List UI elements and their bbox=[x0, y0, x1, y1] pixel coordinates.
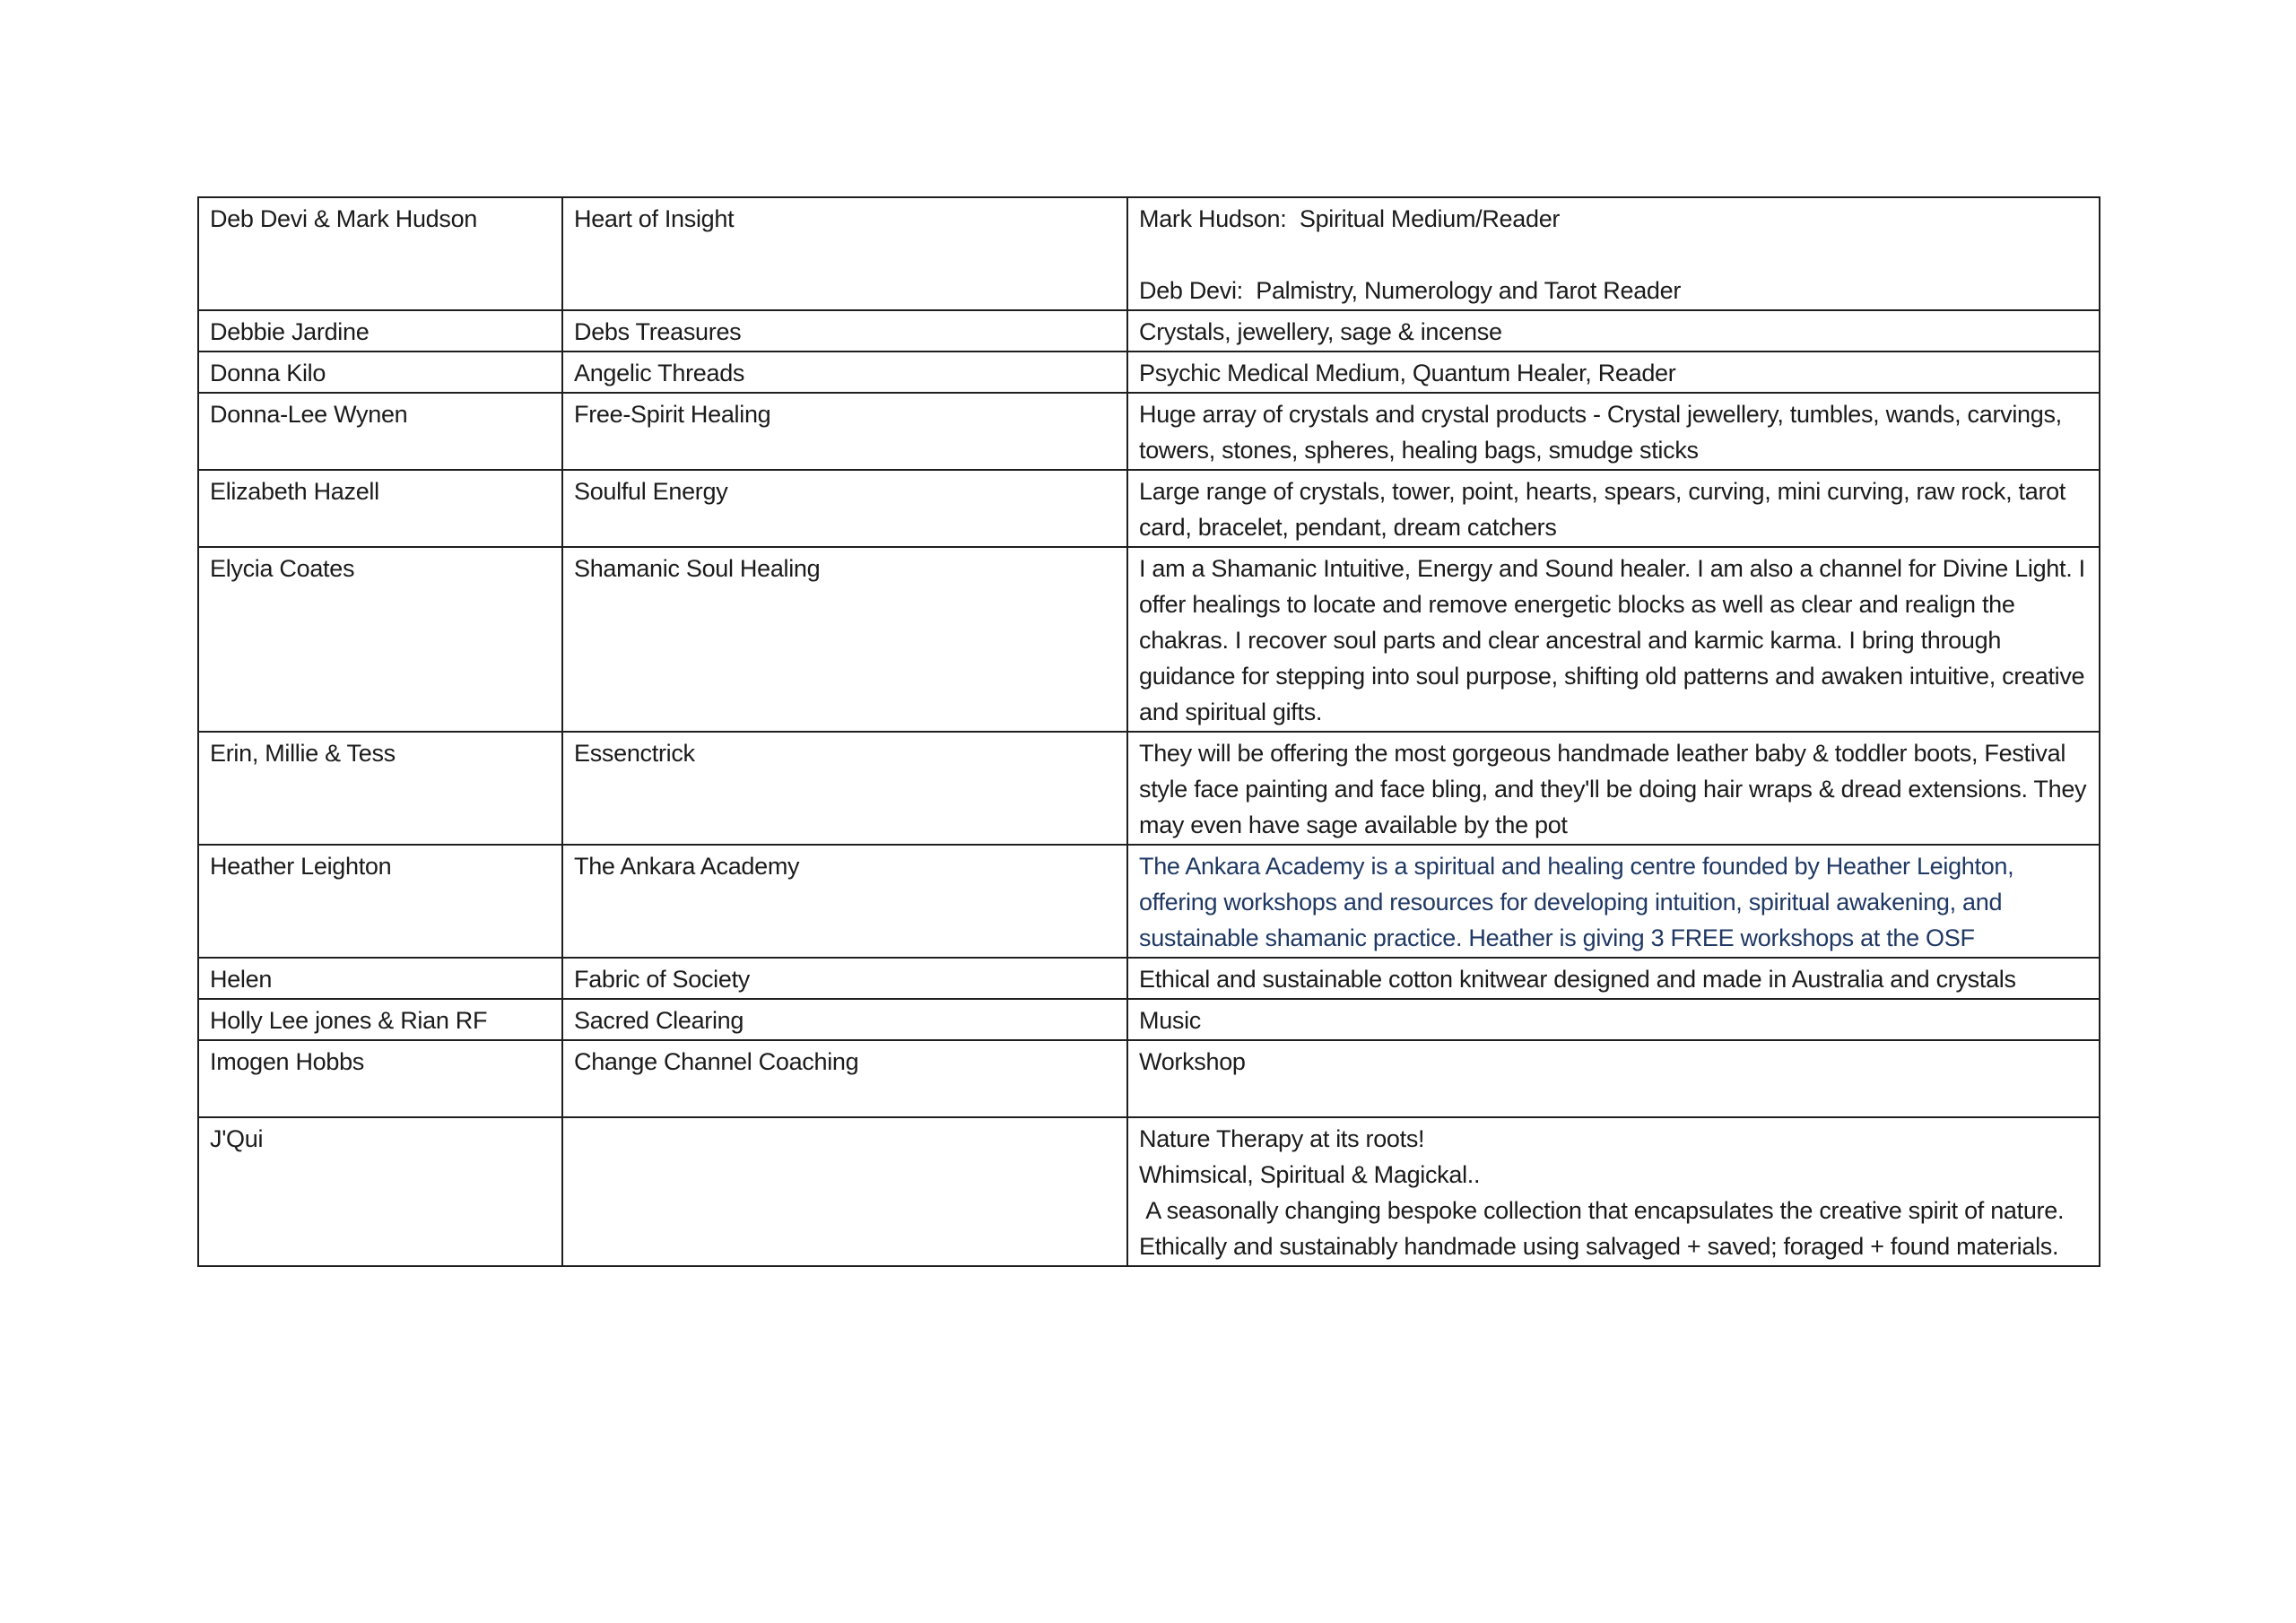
cell-stallholder-name bbox=[198, 470, 562, 547]
paragraph: Ethically and sustainably handmade using salvaged + saved; foraged + found materials. bbox=[1139, 1233, 2059, 1260]
table-row bbox=[198, 197, 2100, 310]
table-row bbox=[198, 999, 2100, 1040]
paragraph: Sacred Clearing bbox=[574, 1007, 744, 1034]
cell-business-name bbox=[562, 999, 1127, 1040]
table-row bbox=[198, 845, 2100, 958]
paragraph: Huge array of crystals and crystal products - Crystal jewellery, tumbles, wands, carvings, towers, stones, spheres, healing bags, smudge sticks bbox=[1139, 401, 2069, 464]
cell-description bbox=[1127, 958, 2100, 999]
cell-description bbox=[1127, 310, 2100, 352]
cell-stallholder-name bbox=[198, 1040, 562, 1117]
cell-stallholder-name bbox=[198, 310, 562, 352]
paragraph: Large range of crystals, tower, point, hearts, spears, curving, mini curving, raw rock, tarot card, bracelet, pendant, dream catchers bbox=[1139, 478, 2073, 541]
paragraph: J'Qui bbox=[210, 1125, 264, 1152]
paragraph bbox=[1139, 1080, 2088, 1115]
paragraph: Heather Leighton bbox=[210, 853, 392, 880]
paragraph: Erin, Millie & Tess bbox=[210, 740, 396, 767]
paragraph: Psychic Medical Medium, Quantum Healer, Reader bbox=[1139, 360, 1676, 386]
paragraph: Free-Spirit Healing bbox=[574, 401, 771, 428]
cell-description bbox=[1127, 197, 2100, 310]
cell-business-name bbox=[562, 1040, 1127, 1117]
paragraph: Shamanic Soul Healing bbox=[574, 555, 821, 582]
paragraph: Fabric of Society bbox=[574, 966, 750, 993]
cell-stallholder-name bbox=[198, 547, 562, 732]
paragraph: Helen bbox=[210, 966, 273, 993]
paragraph: Crystals, jewellery, sage & incense bbox=[1139, 318, 1502, 345]
cell-stallholder-name bbox=[198, 1117, 562, 1266]
paragraph: Soulful Energy bbox=[574, 478, 728, 505]
paragraph: Elycia Coates bbox=[210, 555, 355, 582]
paragraph: A seasonally changing bespoke collection that encapsulates the creative spirit of nature. bbox=[1139, 1197, 2065, 1224]
cell-business-name bbox=[562, 197, 1127, 310]
cell-business-name bbox=[562, 547, 1127, 732]
table-row bbox=[198, 958, 2100, 999]
paragraph: Essenctrick bbox=[574, 740, 695, 767]
paragraph: Deb Devi & Mark Hudson bbox=[210, 205, 478, 232]
paragraph bbox=[574, 1121, 1116, 1157]
table-row bbox=[198, 547, 2100, 732]
paragraph: Elizabeth Hazell bbox=[210, 478, 379, 505]
paragraph: Nature Therapy at its roots! bbox=[1139, 1125, 1425, 1152]
table-row bbox=[198, 352, 2100, 393]
cell-business-name bbox=[562, 393, 1127, 470]
paragraph: I am a Shamanic Intuitive, Energy and Sound healer. I am also a channel for Divine Light. I offer healings to locate and remove energetic blocks as well as clear and realign the chakras. I recover soul parts and clear ancestral and karmic karma. I bring through guidance for stepping into soul purpose, shifting old patterns and awaken intuitive, creative and spiritual gifts. bbox=[1139, 555, 2092, 725]
paragraph: Holly Lee jones & Rian RF bbox=[210, 1007, 488, 1034]
paragraph bbox=[1139, 237, 2088, 273]
cell-stallholder-name bbox=[198, 352, 562, 393]
paragraph: Imogen Hobbs bbox=[210, 1048, 365, 1075]
table-row bbox=[198, 1040, 2100, 1117]
cell-business-name bbox=[562, 845, 1127, 958]
cell-business-name bbox=[562, 352, 1127, 393]
cell-description bbox=[1127, 393, 2100, 470]
table-row bbox=[198, 470, 2100, 547]
cell-business-name bbox=[562, 310, 1127, 352]
cell-business-name bbox=[562, 470, 1127, 547]
paragraph: Ethical and sustainable cotton knitwear designed and made in Australia and crystals bbox=[1139, 966, 2016, 993]
paragraph: Change Channel Coaching bbox=[574, 1048, 859, 1075]
cell-description bbox=[1127, 1117, 2100, 1266]
cell-stallholder-name bbox=[198, 845, 562, 958]
cell-business-name bbox=[562, 1117, 1127, 1266]
paragraph: Debs Treasures bbox=[574, 318, 742, 345]
paragraph: Donna Kilo bbox=[210, 360, 326, 386]
paragraph: Music bbox=[1139, 1007, 1202, 1034]
cell-description bbox=[1127, 352, 2100, 393]
cell-business-name bbox=[562, 732, 1127, 845]
cell-business-name bbox=[562, 958, 1127, 999]
cell-stallholder-name bbox=[198, 732, 562, 845]
table-row bbox=[198, 1117, 2100, 1266]
paragraph: The Ankara Academy is a spiritual and healing centre founded by Heather Leighton, offering workshops and resources for developing intuition, spiritual awakening, and sustainable shamanic practice. Heather is giving 3 FREE workshops at the OSF bbox=[1139, 853, 2021, 951]
cell-stallholder-name bbox=[198, 999, 562, 1040]
paragraph: Deb Devi: Palmistry, Numerology and Tarot Reader bbox=[1139, 277, 1682, 304]
stallholders-table bbox=[197, 196, 2100, 1267]
paragraph: Workshop bbox=[1139, 1048, 1246, 1075]
table-row bbox=[198, 310, 2100, 352]
paragraph: Mark Hudson: Spiritual Medium/Reader bbox=[1139, 205, 1561, 232]
table-row bbox=[198, 732, 2100, 845]
table-row bbox=[198, 393, 2100, 470]
cell-stallholder-name bbox=[198, 197, 562, 310]
paragraph: The Ankara Academy bbox=[574, 853, 800, 880]
cell-description bbox=[1127, 547, 2100, 732]
paragraph: Heart of Insight bbox=[574, 205, 735, 232]
stallholders-table-body bbox=[198, 197, 2100, 1266]
paragraph: They will be offering the most gorgeous handmade leather baby & toddler boots, Festival style face painting and face bling, and they'll be doing hair wraps & dread extensions. They may even have sage available by the pot bbox=[1139, 740, 2093, 838]
paragraph: Donna-Lee Wynen bbox=[210, 401, 408, 428]
paragraph: Whimsical, Spiritual & Magickal.. bbox=[1139, 1161, 1481, 1188]
cell-stallholder-name bbox=[198, 958, 562, 999]
cell-description bbox=[1127, 845, 2100, 958]
cell-description bbox=[1127, 1040, 2100, 1117]
paragraph: Angelic Threads bbox=[574, 360, 745, 386]
cell-description bbox=[1127, 470, 2100, 547]
cell-stallholder-name bbox=[198, 393, 562, 470]
cell-description bbox=[1127, 999, 2100, 1040]
cell-description bbox=[1127, 732, 2100, 845]
paragraph: Debbie Jardine bbox=[210, 318, 370, 345]
